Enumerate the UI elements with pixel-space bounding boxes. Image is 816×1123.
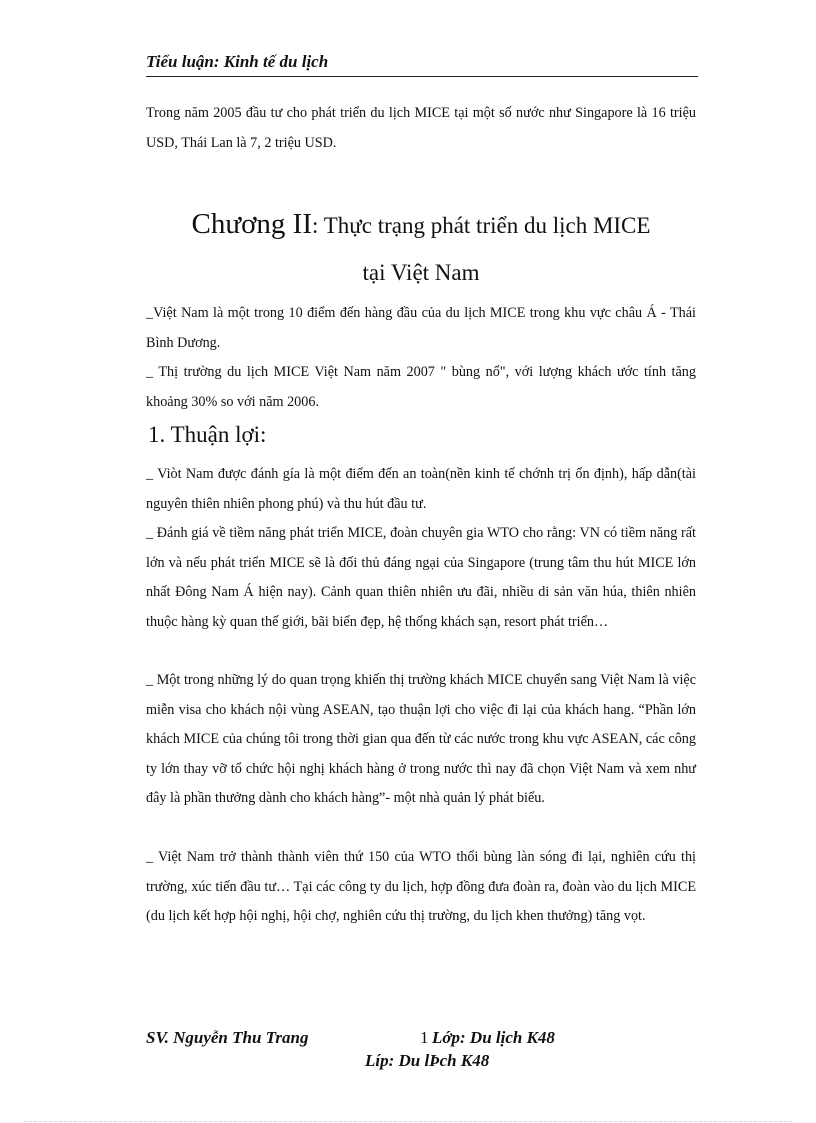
body-paragraph-3: _ Một trong những lý do quan trọng khiến thị trường khách MICE chuyển sang Việt Nam là việc miễn visa cho khách nội vùng ASEAN, tạo thuận lợi cho việc đi lại của khách hang. “Phần lớn khách MICE của chúng tôi trong thời gian qua đến từ các nước trong khu vực ASEAN, các công ty lớn thay vỡ tổ chức hội nghị khách hàng ở trong nước thì nay đã chọn Việt Nam và xem như đây là phần thưởng dành cho khách hàng”- một nhà quản lý phát biểu. [146, 672, 696, 806]
chapter-title-rest: : Thực trạng phát triển du lịch MICE [312, 213, 651, 238]
footer-page-number: 1 [420, 1028, 429, 1047]
chapter-title-line2: tại Việt Nam [362, 260, 480, 285]
chapter-title [146, 204, 696, 246]
overview-paragraph-1: _Việt Nam là một trong 10 điểm đến hàng đầu của du lịch MICE trong khu vực châu Á - Thái Bình Dương. [146, 305, 696, 351]
body-paragraph-2: _ Đánh giá về tiềm năng phát triển MICE, đoàn chuyên gia WTO cho rằng: VN có tiềm năng rất lớn và nếu phát triển MICE sẽ là đối thủ đáng ngại của Singapore (trung tâm thu hút MICE lớn nhất Đông Nam Á hiện nay). Cảnh quan thiên nhiên ưu đãi, nhiều di sản văn húa, thiên nhiên thuộc hàng kỳ quan thế giới, bãi biển đẹp, hệ thống khách sạn, resort phát triển… [146, 525, 696, 630]
intro-paragraph: Trong năm 2005 đầu tư cho phát triển du lịch MICE tại một số nước như Singapore là 16 triệu USD, Thái Lan là 7, 2 triệu USD. [146, 105, 696, 151]
page-edge-divider [24, 1121, 792, 1122]
body-paragraph-4: _ Việt Nam trở thành thành viên thứ 150 của WTO thổi bùng làn sóng đi lại, nghiên cứu thị trường, xúc tiến đầu tư… Tại các công ty du lịch, hợp đồng đưa đoàn ra, đoàn vào du lịch MICE (du lịch kết hợp hội nghị, hội chợ, nghiên cứu thị trường, du lịch khen thưởng) tăng vọt. [146, 849, 696, 924]
chapter-prefix: Chương II [191, 208, 312, 240]
footer-student-name: SV. Nguyễn Thu Trang [146, 1028, 309, 1047]
footer-class-label-garbled: Líp: Du lÞch K48 [365, 1051, 490, 1070]
overview-paragraph-2: _ Thị trường du lịch MICE Việt Nam năm 2007 " bùng nổ", với lượng khách ước tính tăng khoảng 30% so với năm 2006. [146, 364, 696, 410]
body-paragraph-1: _ Viòt Nam được đánh gía là một điểm đến an toàn(nền kinh tế chớnh trị ổn định), hấp dẫn(tài nguyên thiên nhiên phong phú) và thu hút đầu tư. [146, 466, 696, 512]
document-header: Tiểu luận: Kinh tế du lịch [146, 52, 698, 77]
footer-class-label: Lớp: Du lịch K48 [432, 1028, 555, 1047]
section-heading: 1. Thuận lợi: [148, 422, 267, 447]
